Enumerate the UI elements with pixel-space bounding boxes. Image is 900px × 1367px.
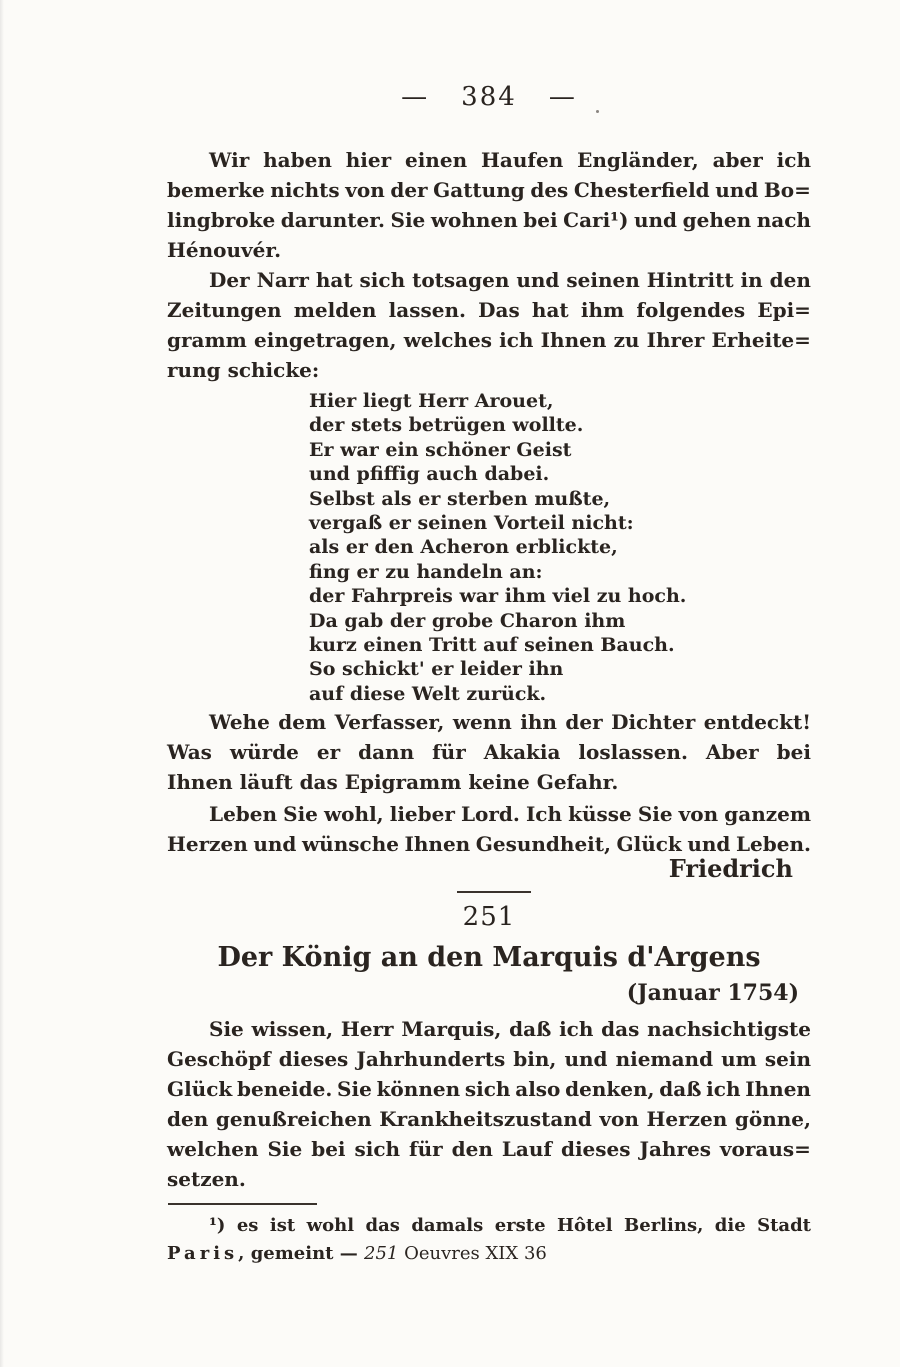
text-line: gramm eingetragen, welches ich Ihnen zu Ihrer Erheite=	[167, 328, 811, 352]
header-dash-left: —	[401, 82, 430, 112]
text-line: Zeitungen melden lassen. Das hat ihm folgendes Epi=	[167, 298, 811, 322]
page-number: 384	[461, 82, 517, 112]
text-line: der stets betrügen wollte.	[309, 414, 584, 437]
text-line: bemerke nichts von der Gattung des Chesterfield und Bo=	[167, 178, 811, 202]
section-divider-rule	[457, 891, 531, 893]
text-line: welchen Sie bei sich für den Lauf dieses Jahres voraus=	[167, 1137, 811, 1161]
text-line: Geschöpf dieses Jahrhunderts bin, und niemand um sein	[167, 1047, 811, 1071]
text-line: Der Narr hat sich totsagen und seinen Hintritt in den	[209, 268, 811, 292]
text-line: rung schicke:	[167, 358, 320, 382]
letter-250-paragraph-3	[167, 707, 811, 797]
text-line: der Fahrpreis war ihm viel zu hoch.	[309, 585, 687, 608]
text-line: Was würde er dann für Akakia loslassen. Aber bei	[167, 740, 811, 764]
text-line: vergaß er seinen Vorteil nicht:	[309, 511, 634, 534]
footnote-spaced-word: Paris	[167, 1243, 239, 1264]
text-line: kurz einen Tritt auf seinen Bauch.	[309, 633, 675, 656]
text-line: lingbroke darunter. Sie wohnen bei Cari¹) und gehen nach	[167, 208, 811, 232]
text-line: Er war ein schöner Geist	[309, 438, 572, 461]
signature: Friedrich	[668, 854, 793, 883]
page-header	[167, 82, 811, 112]
footnote-works-reference: Oeuvres XIX 36	[398, 1243, 547, 1264]
footnote-line-1	[167, 1212, 811, 1240]
text-line: Leben Sie wohl, lieber Lord. Ich küsse Sie von ganzem	[209, 802, 811, 826]
letter-251-number: 251	[462, 902, 516, 932]
header-dash-right: —	[548, 82, 577, 112]
text-line: ¹) es ist wohl das damals erste Hôtel Berlins, die Stadt	[209, 1215, 811, 1236]
text-line: den genußreichen Krankheitszustand von Herzen gönne,	[167, 1107, 811, 1131]
text-line: Hénouvér.	[167, 238, 282, 262]
text-line: Wir haben hier einen Haufen Engländer, aber ich	[209, 148, 811, 172]
letter-250-paragraph-2	[167, 265, 811, 385]
text-line: Ihnen läuft das Epigramm keine Gefahr.	[167, 770, 619, 794]
scan-speck	[596, 110, 599, 113]
text-line: Selbst als er sterben mußte,	[309, 487, 611, 510]
letter-250-paragraph-4	[167, 799, 811, 859]
text-line: auf diese Welt zurück.	[309, 682, 547, 705]
text-line: fing er zu handeln an:	[309, 560, 543, 583]
text-line: und pfiffig auch dabei.	[309, 463, 550, 486]
text-line: Glück beneide. Sie können sich also denken, daß ich Ihnen	[167, 1077, 811, 1101]
footnote-mid-text: , gemeint —	[238, 1243, 365, 1264]
text-line: Sie wissen, Herr Marquis, daß ich das nachsichtigste	[209, 1017, 811, 1041]
footnote-rule	[168, 1203, 317, 1205]
letter-251-title: Der König an den Marquis d'Argens	[217, 942, 761, 973]
letter-251-date: (Januar 1754)	[626, 980, 799, 1006]
text-line: So schickt' er leider ihn	[309, 658, 564, 681]
text-line: als er den Acheron erblickte,	[309, 536, 618, 559]
footnote-letter-number: 251	[364, 1243, 399, 1264]
text-line: Hier liegt Herr Arouet,	[309, 390, 554, 412]
footnote-line-2	[167, 1240, 811, 1268]
text-line: Herzen und wünsche Ihnen Gesundheit, Glück und Leben.	[167, 832, 811, 856]
letter-250-paragraph-1	[167, 145, 811, 265]
text-line: Da gab der grobe Charon ihm	[309, 609, 626, 632]
text-line: setzen.	[167, 1167, 246, 1191]
letter-251-paragraph-1	[167, 1014, 811, 1194]
epigram-poem	[309, 389, 729, 706]
text-line: Wehe dem Verfasser, wenn ihn der Dichter entdeckt!	[209, 710, 811, 734]
